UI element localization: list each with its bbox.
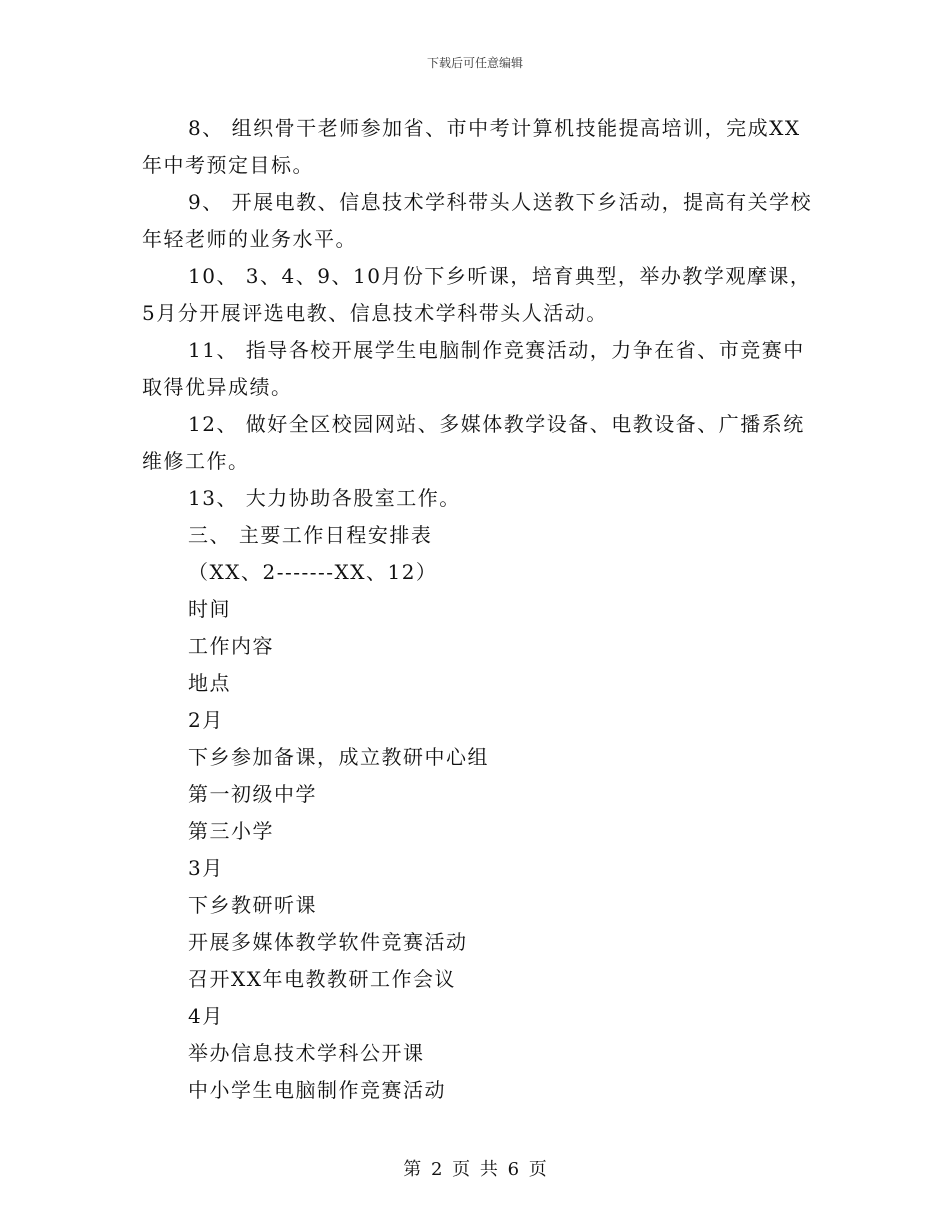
schedule-entry: 举办信息技术学科公开课 bbox=[188, 1041, 425, 1065]
schedule-month: 3月 bbox=[188, 856, 224, 880]
schedule-period: （XX、2-------XX、12） bbox=[188, 560, 438, 584]
paragraph-item-11: 11、 指导各校开展学生电脑制作竞赛活动，力争在省、市竞赛中取得优异成绩。 bbox=[142, 338, 805, 399]
schedule-entry: 召开XX年电教教研工作会议 bbox=[188, 967, 456, 991]
section-heading: 三、 主要工作日程安排表 bbox=[188, 523, 433, 547]
paragraph-item-8: 8、 组织骨干老师参加省、市中考计算机技能提高培训，完成XX年中考预定目标。 bbox=[142, 116, 801, 177]
schedule-entry: 下乡参加备课，成立教研中心组 bbox=[188, 745, 489, 769]
page-number: 第 2 页 共 6 页 bbox=[403, 1159, 547, 1180]
schedule-entry: 下乡教研听课 bbox=[188, 893, 317, 917]
paragraph-item-9: 9、 开展电教、信息技术学科带头人送教下乡活动，提高有关学校年轻老师的业务水平。 bbox=[142, 190, 813, 251]
schedule-header-location: 地点 bbox=[188, 671, 231, 695]
paragraph-item-12: 12、 做好全区校园网站、多媒体教学设备、电教设备、广播系统维修工作。 bbox=[142, 412, 805, 473]
schedule-entry: 开展多媒体教学软件竞赛活动 bbox=[188, 930, 468, 954]
paragraph-item-13: 13、 大力协助各股室工作。 bbox=[188, 486, 461, 510]
page-header: 下载后可任意编辑 bbox=[426, 56, 523, 70]
schedule-header-time: 时间 bbox=[188, 597, 231, 621]
schedule-month: 4月 bbox=[188, 1004, 224, 1028]
paragraph-item-10: 10、 3、4、9、10月份下乡听课，培育典型，举办教学观摩课，5月分开展评选电教、信息技术学科带头人活动。 bbox=[142, 264, 812, 325]
schedule-header-content: 工作内容 bbox=[188, 634, 274, 658]
schedule-month: 2月 bbox=[188, 708, 224, 732]
schedule-entry: 第三小学 bbox=[188, 819, 274, 843]
schedule-entry: 第一初级中学 bbox=[188, 782, 317, 806]
schedule-entry: 中小学生电脑制作竞赛活动 bbox=[188, 1078, 446, 1102]
document-body bbox=[142, 110, 822, 1109]
